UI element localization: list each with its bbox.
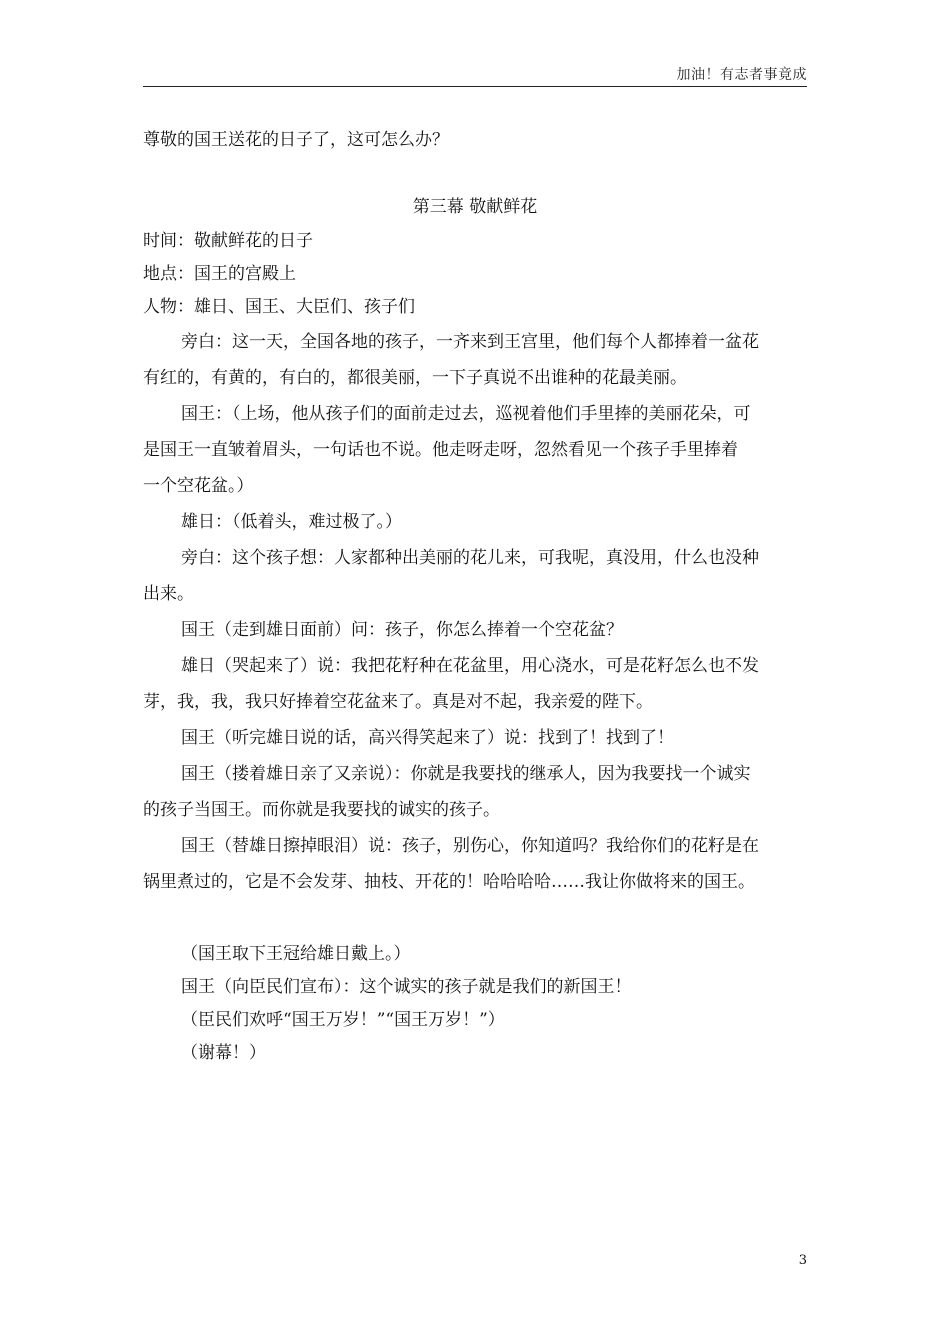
paragraph-line: 锅里煮过的，它是不会发芽、抽枝、开花的！哈哈哈哈……我让你做将来的国王。 (143, 872, 755, 892)
page-number: 3 (798, 1253, 807, 1268)
paragraph-line: 雄日（哭起来了）说：我把花籽种在花盆里，用心浇水，可是花籽怎么也不发 (181, 656, 759, 676)
ending-stage-directions (143, 938, 807, 1070)
dialogue-paragraph (143, 828, 807, 900)
dialogue-paragraph (143, 720, 807, 756)
ending-line: （国王取下王冠给雄日戴上。） (181, 944, 411, 964)
ending-line: 国王（向臣民们宣布）：这个诚实的孩子就是我们的新国王！ (181, 977, 632, 997)
document-body (143, 122, 807, 1070)
dialogue-paragraph (143, 756, 807, 828)
scene-meta (143, 225, 807, 324)
scene-time: 时间：敬献鲜花的日子 (143, 231, 313, 251)
paragraph-line: 是国王一直皱着眉头，一句话也不说。他走呀走呀，忽然看见一个孩子手里捧着 (143, 440, 738, 460)
ending-line: （臣民们欢呼“国王万岁！”“国王万岁！”） (181, 1010, 505, 1030)
paragraph-line: 的孩子当国王。而你就是我要找的诚实的孩子。 (143, 800, 500, 820)
page-header-text: 加油！有志者事竟成 (676, 67, 807, 83)
paragraph-line: 芽，我，我，我只好捧着空花盆来了。真是对不起，我亲爱的陛下。 (143, 692, 653, 712)
dialogue-paragraph (143, 504, 807, 540)
paragraph-line: 国王（听完雄日说的话，高兴得笑起来了）说：找到了！找到了！ (181, 728, 674, 748)
dialogue-paragraph (143, 396, 807, 504)
paragraph-line: 有红的，有黄的，有白的，都很美丽，一下子真说不出谁种的花最美丽。 (143, 368, 687, 388)
paragraph-line: 国王（搂着雄日亲了又亲说）：你就是我要找的继承人，因为我要找一个诚实 (181, 764, 751, 784)
dialogue-paragraph (143, 648, 807, 720)
paragraph-line: 出来。 (143, 584, 194, 604)
scene-characters: 人物：雄日、国王、大臣们、孩子们 (143, 297, 415, 317)
header-divider (143, 86, 807, 87)
paragraph-line: 国王（替雄日擦掉眼泪）说：孩子，别伤心，你知道吗？我给你们的花籽是在 (181, 836, 759, 856)
paragraph-line: 旁白：这个孩子想：人家都种出美丽的花儿来，可我呢，真没用，什么也没种 (181, 548, 759, 568)
scene-place: 地点：国王的宫殿上 (143, 264, 296, 284)
intro-line: 尊敬的国王送花的日子了，这可怎么办？ (143, 130, 449, 150)
paragraph-line: 国王：（上场，他从孩子们的面前走过去，巡视着他们手里捧的美丽花朵，可 (181, 404, 751, 424)
paragraph-line: 雄日：（低着头，难过极了。） (181, 512, 402, 532)
paragraph-line: 旁白：这一天，全国各地的孩子，一齐来到王宫里，他们每个人都捧着一盆花 (181, 332, 759, 352)
intro-paragraph (143, 122, 807, 158)
scene-title: 第三幕 敬献鲜花 (412, 197, 538, 217)
ending-line: （谢幕！） (181, 1043, 266, 1063)
dialogue-paragraph (143, 612, 807, 648)
paragraph-line: 国王（走到雄日面前）问：孩子，你怎么捧着一个空花盆？ (181, 620, 623, 640)
dialogue-paragraph (143, 324, 807, 396)
paragraph-line: 一个空花盆。） (143, 476, 254, 496)
dialogue-paragraph (143, 540, 807, 612)
